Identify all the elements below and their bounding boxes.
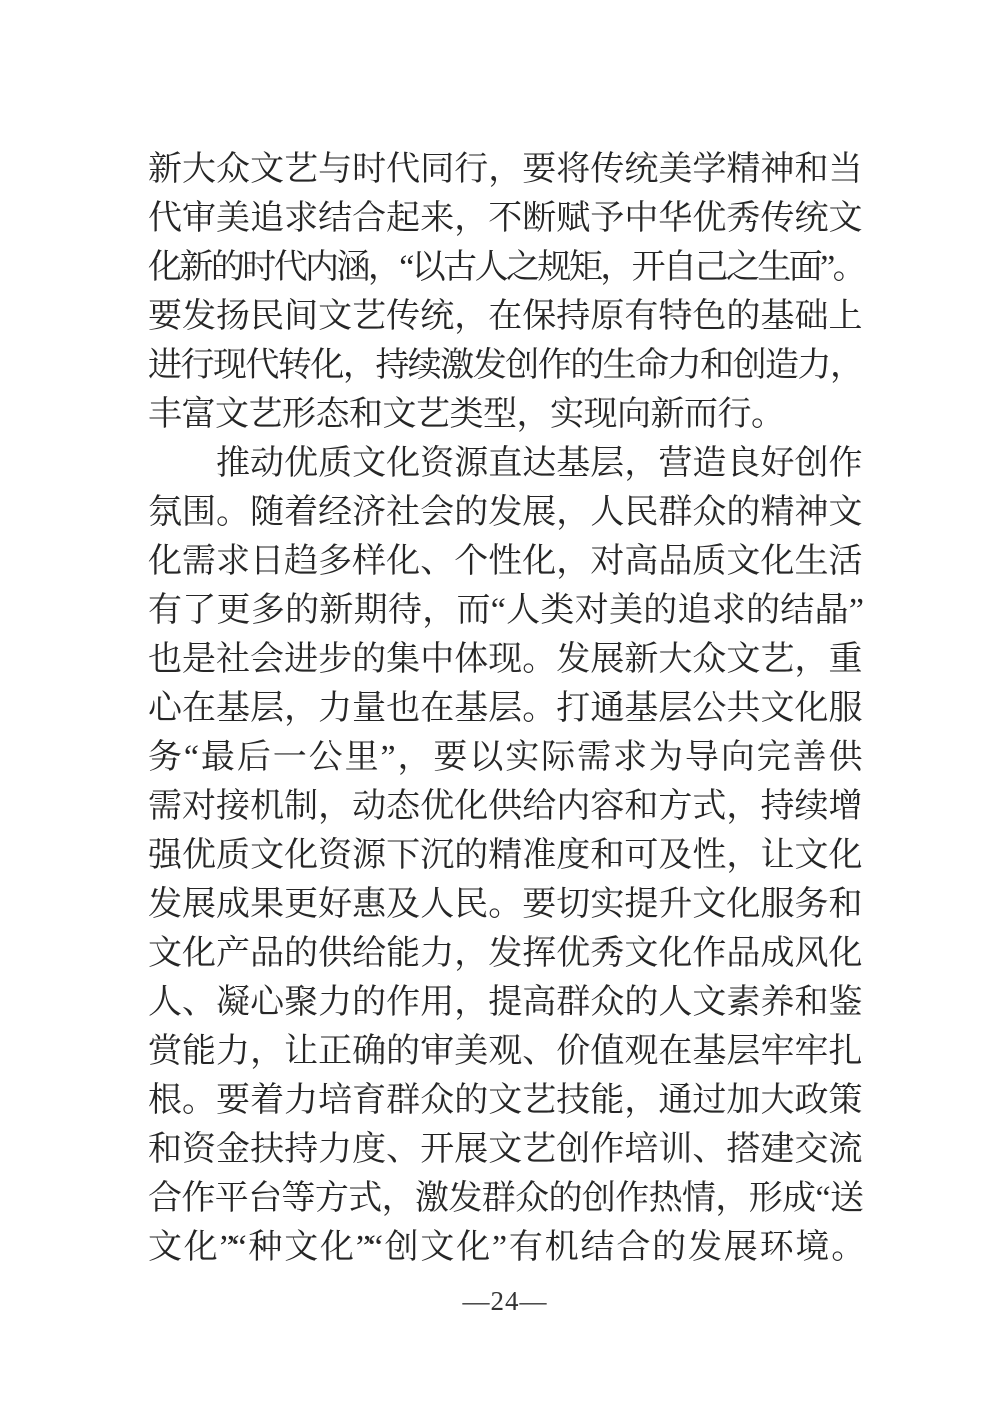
text-line: 也是社会进步的集中体现。发展新大众文艺，重 <box>148 641 862 678</box>
text-line: 代审美追求结合起来，不断赋予中华优秀传统文 <box>148 200 862 237</box>
text-line: 文化产品的供给能力，发挥优秀文化作品成风化 <box>148 935 862 972</box>
text-line: 心在基层，力量也在基层。打通基层公共文化服 <box>148 690 862 727</box>
text-line: 进行现代转化，持续激发创作的生命力和创造力， <box>148 347 862 384</box>
text-line: 和资金扶持力度、开展文艺创作培训、搭建交流 <box>148 1131 862 1168</box>
page-number: —24— <box>462 1286 548 1316</box>
text-line: 发展成果更好惠及人民。要切实提升文化服务和 <box>148 886 862 923</box>
text-line: 赏能力，让正确的审美观、价值观在基层牢牢扎 <box>148 1033 862 1070</box>
text-line: 合作平台等方式，激发群众的创作热情，形成“送 <box>148 1180 862 1217</box>
text-line: 要发扬民间文艺传统，在保持原有特色的基础上 <box>148 298 862 335</box>
text-line: 强优质文化资源下沉的精准度和可及性，让文化 <box>148 837 862 874</box>
text-line: 有了更多的新期待，而“人类对美的追求的结晶” <box>148 592 862 629</box>
text-line: 新大众文艺与时代同行，要将传统美学精神和当 <box>148 151 862 188</box>
text-line: 化新的时代内涵，“以古人之规矩，开自己之生面”。 <box>148 249 862 286</box>
text-line: 推动优质文化资源直达基层，营造良好创作 <box>216 445 862 482</box>
text-line: 文化”“种文化”“创文化”有机结合的发展环境。 <box>148 1229 862 1266</box>
text-line: 丰富文艺形态和文艺类型，实现向新而行。 <box>148 396 785 433</box>
text-line: 需对接机制，动态优化供给内容和方式，持续增 <box>148 788 862 825</box>
text-line: 根。要着力培育群众的文艺技能，通过加大政策 <box>148 1082 862 1119</box>
text-line: 务“最后一公里”，要以实际需求为导向完善供 <box>148 739 862 776</box>
page-body <box>148 145 862 1272</box>
text-line: 人、凝心聚力的作用，提高群众的人文素养和鉴 <box>148 984 862 1021</box>
text-line: 化需求日趋多样化、个性化，对高品质文化生活 <box>148 543 862 580</box>
text-line: 氛围。随着经济社会的发展，人民群众的精神文 <box>148 494 862 531</box>
